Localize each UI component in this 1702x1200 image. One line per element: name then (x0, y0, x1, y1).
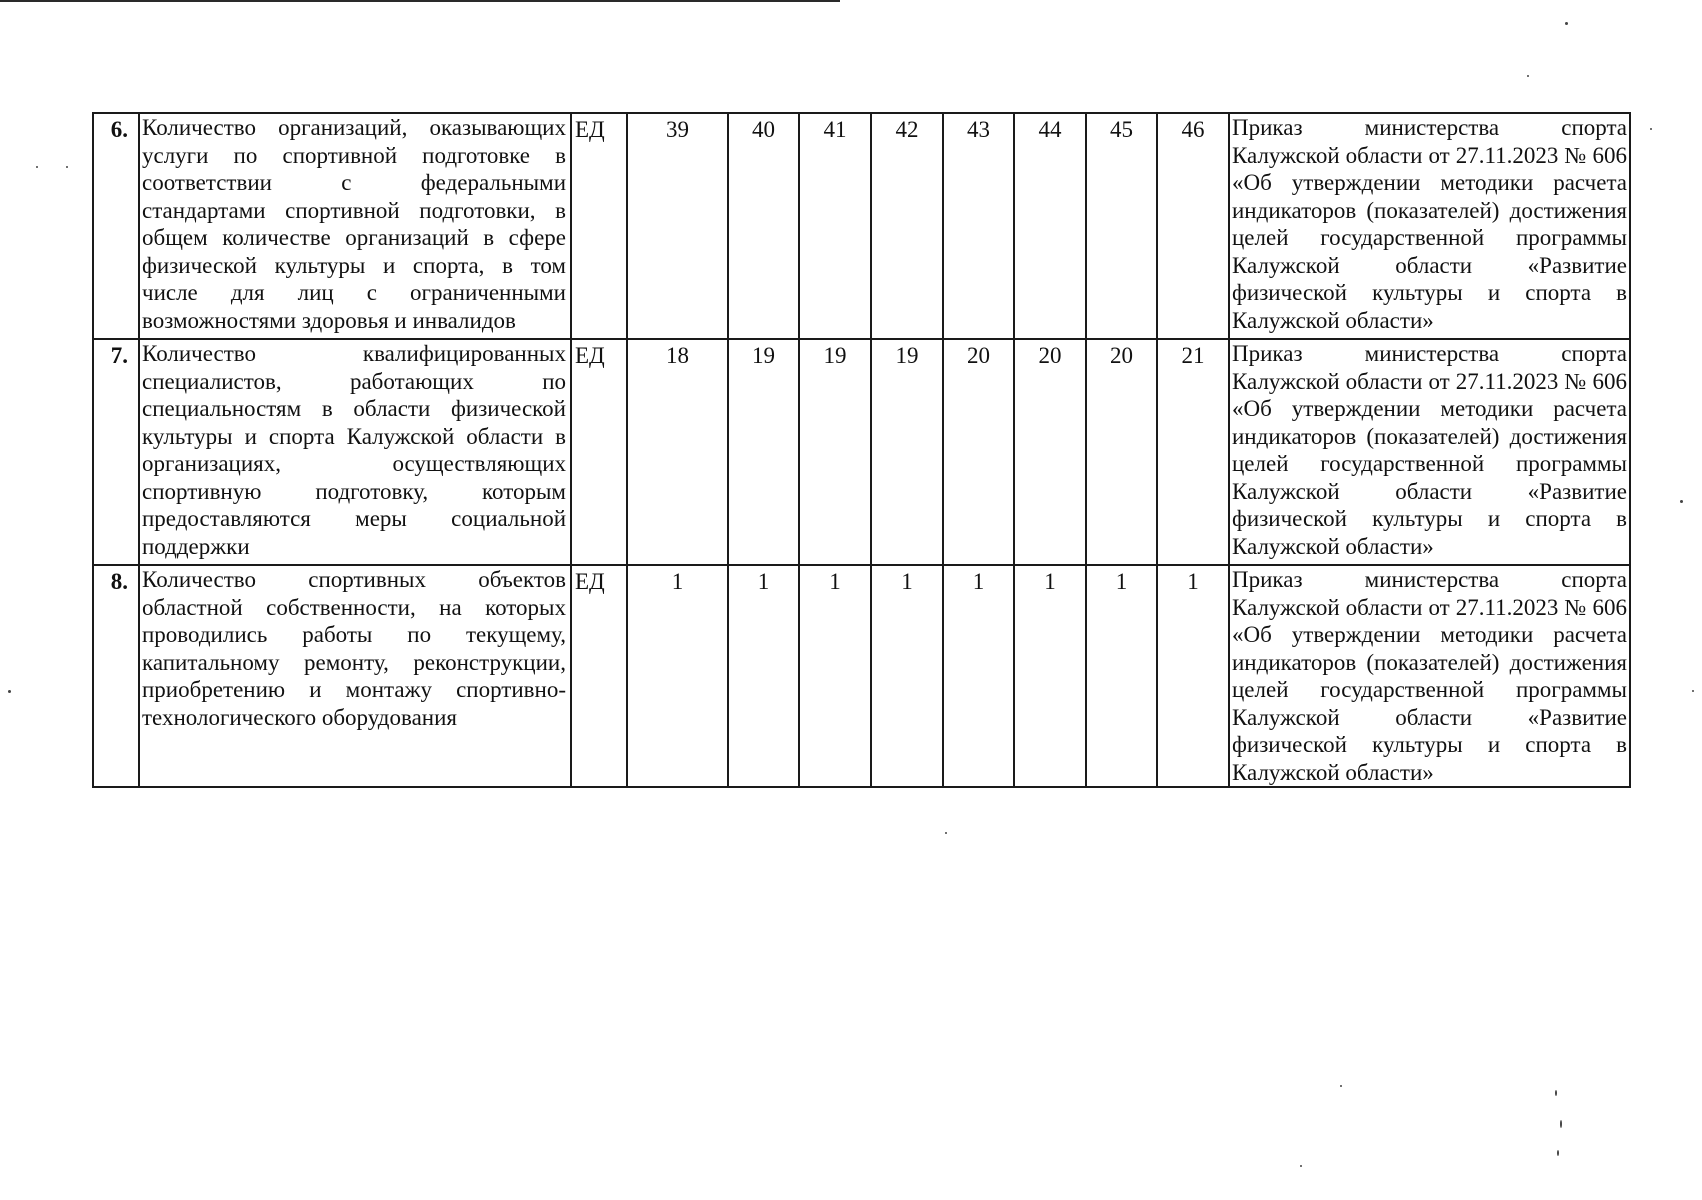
indicator-description: Количество организаций, оказывающих услуги по спортивной подготовке в соответствии с федеральными стандартами спортивной подготовки, в общем количестве организаций в сфере физической культуры и спорта, в том числе для лиц с ограниченными возможностями здоровья и инвалидов (139, 113, 571, 339)
value-cell: 19 (871, 339, 943, 565)
value-cell: 1 (871, 565, 943, 787)
scan-speck (1300, 1165, 1302, 1167)
value-cell: 19 (728, 339, 799, 565)
value-cell: 1 (728, 565, 799, 787)
scan-speck (1557, 1150, 1559, 1156)
scan-speck (1650, 128, 1652, 130)
table-row (93, 339, 1630, 565)
row-number: 8. (93, 565, 139, 787)
scan-speck (1680, 500, 1683, 503)
source-document: Приказ министерства спорта Калужской области от 27.11.2023 № 606 «Об утверждении методики расчета индикаторов (показателей) достижения целей государственной программы Калужской области «Развитие физической культуры и спорта в Калужской области» (1229, 565, 1630, 787)
scan-speck (36, 166, 38, 168)
value-cell: 1 (1014, 565, 1086, 787)
value-cell: 41 (799, 113, 871, 339)
value-cell: 39 (627, 113, 728, 339)
scan-speck (945, 832, 947, 834)
value-cell: 18 (627, 339, 728, 565)
indicator-description: Количество спортивных объектов областной собственности, на которых проводились работы по текущему, капитальному ремонту, реконструкции, приобретению и монтажу спортивно-технологического оборудования (139, 565, 571, 787)
value-cell: 42 (871, 113, 943, 339)
value-cell: 1 (1086, 565, 1157, 787)
scan-speck (66, 166, 68, 168)
scan-speck (1692, 690, 1694, 692)
scan-speck (8, 690, 11, 693)
table-row (93, 565, 1630, 787)
value-cell: 20 (943, 339, 1014, 565)
value-cell: 1 (627, 565, 728, 787)
scan-speck (1527, 75, 1529, 77)
value-cell: 21 (1157, 339, 1229, 565)
value-cell: 20 (1014, 339, 1086, 565)
source-document: Приказ министерства спорта Калужской области от 27.11.2023 № 606 «Об утверждении методики расчета индикаторов (показателей) достижения целей государственной программы Калужской области «Развитие физической культуры и спорта в Калужской области» (1229, 113, 1630, 339)
indicators-table (92, 112, 1631, 788)
value-cell: 46 (1157, 113, 1229, 339)
scan-speck (1340, 1085, 1342, 1087)
unit-cell: ЕД (571, 113, 627, 339)
page-top-rule (0, 0, 840, 2)
value-cell: 43 (943, 113, 1014, 339)
value-cell: 1 (799, 565, 871, 787)
value-cell: 45 (1086, 113, 1157, 339)
value-cell: 20 (1086, 339, 1157, 565)
value-cell: 1 (943, 565, 1014, 787)
source-document: Приказ министерства спорта Калужской области от 27.11.2023 № 606 «Об утверждении методики расчета индикаторов (показателей) достижения целей государственной программы Калужской области «Развитие физической культуры и спорта в Калужской области» (1229, 339, 1630, 565)
row-number: 6. (93, 113, 139, 339)
indicator-description: Количество квалифицированных специалистов, работающих по специальностям в области физической культуры и спорта Калужской области в организациях, осуществляющих спортивную подготовку, которым предоставляются меры социальной поддержки (139, 339, 571, 565)
value-cell: 19 (799, 339, 871, 565)
value-cell: 1 (1157, 565, 1229, 787)
scan-speck (1565, 22, 1568, 25)
unit-cell: ЕД (571, 339, 627, 565)
row-number: 7. (93, 339, 139, 565)
unit-cell: ЕД (571, 565, 627, 787)
value-cell: 40 (728, 113, 799, 339)
value-cell: 44 (1014, 113, 1086, 339)
scan-speck (1560, 1120, 1562, 1128)
table-row (93, 113, 1630, 339)
scan-speck (1555, 1090, 1557, 1096)
